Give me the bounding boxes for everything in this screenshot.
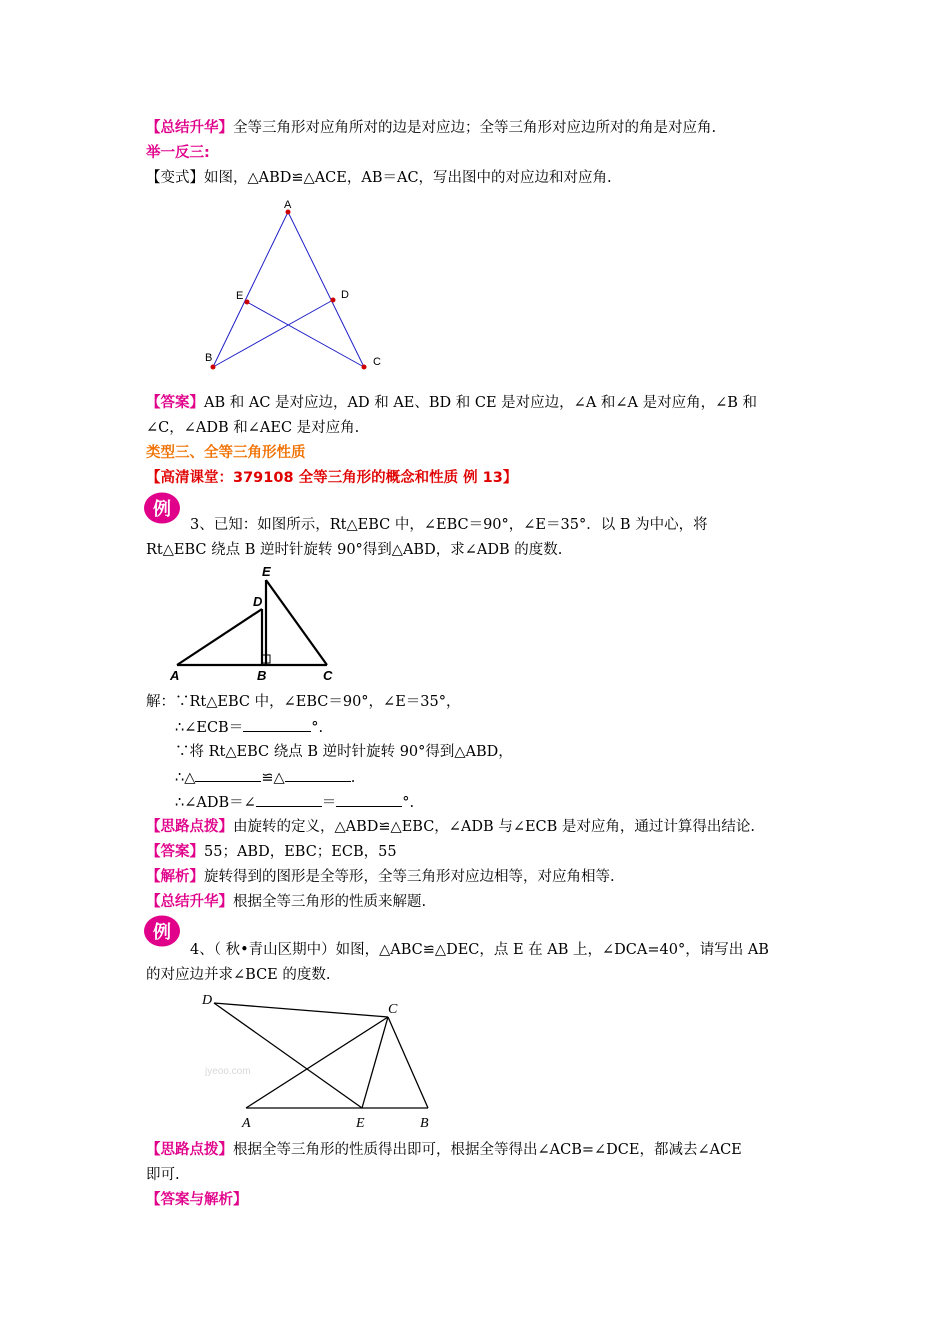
label-a2: A	[170, 668, 180, 683]
label-c3: C	[388, 1002, 398, 1017]
label-e: E	[236, 290, 244, 302]
analysis-label-2: 【解析】	[146, 869, 204, 885]
solution-2-pre: ∴∠ECB＝	[175, 720, 244, 736]
label-d: D	[341, 289, 349, 301]
badge-char: 例	[153, 499, 171, 520]
label-e3: E	[356, 1116, 365, 1131]
answer-analysis-label: 【答案与解析】	[146, 1192, 248, 1208]
answer-analysis-heading	[146, 1190, 248, 1210]
solution-5-post: °.	[402, 795, 415, 811]
solution-4-mid: ≌△	[261, 770, 285, 786]
hint-text-2: 由旋转的定义，△ABD≌△EBC，∠ADB 与∠ECB 是对应角，通过计算得出结论.	[233, 819, 756, 835]
hint-label-3: 【思路点拨】	[146, 1142, 233, 1158]
hint-label-2: 【思路点拨】	[146, 819, 233, 835]
label-e2: E	[262, 564, 271, 579]
variant-text: 如图，△ABD≌△ACE，AB＝AC，写出图中的对应边和对应角.	[204, 170, 612, 186]
solution-5-mid: ＝	[321, 795, 337, 811]
juyi-label: 举一反三:	[146, 145, 210, 161]
badge-char-2: 例	[153, 922, 171, 943]
answer-text-2: 55；ABD，EBC；ECB，55	[204, 844, 397, 860]
q3-line-1: 3、已知：如图所示，Rt△EBC 中，∠EBC＝90°，∠E＝35°．以 B 为中心，将	[190, 517, 708, 533]
hint-line-3b: 即可.	[146, 1167, 180, 1183]
hint-text-3a: 根据全等三角形的性质得出即可，根据全等得出∠ACB=∠DCE，都减去∠ACE	[233, 1142, 742, 1158]
variant-label: 【变式】	[146, 170, 204, 186]
analysis-text-2: 旋转得到的图形是全等形，全等三角形对应边相等，对应角相等.	[204, 869, 615, 885]
answer-1-line-2: ∠C，∠ADB 和∠AEC 是对应角.	[146, 420, 360, 436]
label-b: B	[205, 352, 213, 364]
label-d2: D	[253, 594, 263, 609]
label-a: A	[284, 199, 292, 211]
solution-line-3: ∵将 Rt△EBC 绕点 B 逆时针旋转 90°得到△ABD，	[175, 744, 513, 760]
hint-line-3a	[146, 1140, 742, 1160]
solution-4-pre: ∴△	[175, 770, 196, 786]
label-a3: A	[242, 1116, 251, 1131]
q3-line-2: Rt△EBC 绕点 B 逆时针旋转 90°得到△ABD，求∠ADB 的度数.	[146, 542, 563, 558]
label-d3: D	[202, 993, 213, 1008]
solution-4-post: .	[350, 770, 356, 786]
watermark: jyeoo.com	[205, 1066, 251, 1077]
label-c2: C	[323, 668, 333, 683]
label-c: C	[373, 356, 381, 368]
solution-text-1: ∵Rt△EBC 中，∠EBC＝90°，∠E＝35°，	[175, 694, 461, 710]
summary-label-2: 【总结升华】	[146, 894, 233, 910]
solution-5-pre: ∴∠ADB＝∠	[175, 795, 256, 811]
answer-label: 【答案】	[146, 395, 204, 411]
answer-text-1: AB 和 AC 是对应边，AD 和 AE、BD 和 CE 是对应边，∠A 和∠A 是对应角，∠B 和	[204, 395, 758, 411]
summary-text-2: 根据全等三角形的性质来解题.	[233, 894, 427, 910]
course-link[interactable]: 【高清课堂：379108 全等三角形的概念和性质 例 13】	[146, 470, 518, 486]
summary-text: 全等三角形对应角所对的边是对应边；全等三角形对应边所对的角是对应角.	[233, 120, 717, 136]
summary-label: 【总结升华】	[146, 120, 233, 136]
q4-line-1: 4、（ 秋•青山区期中）如图，△ABC≌△DEC，点 E 在 AB 上，∠DCA=40°，请写出 AB	[190, 942, 769, 958]
solution-2-post: °.	[311, 720, 324, 736]
type-three-heading: 类型三、全等三角形性质	[146, 445, 306, 461]
label-b2: B	[257, 668, 267, 683]
answer-label-2: 【答案】	[146, 844, 204, 860]
q4-line-2: 的对应边并求∠BCE 的度数.	[146, 967, 331, 983]
label-b3: B	[420, 1116, 429, 1131]
solution-prefix: 解：	[146, 694, 175, 710]
